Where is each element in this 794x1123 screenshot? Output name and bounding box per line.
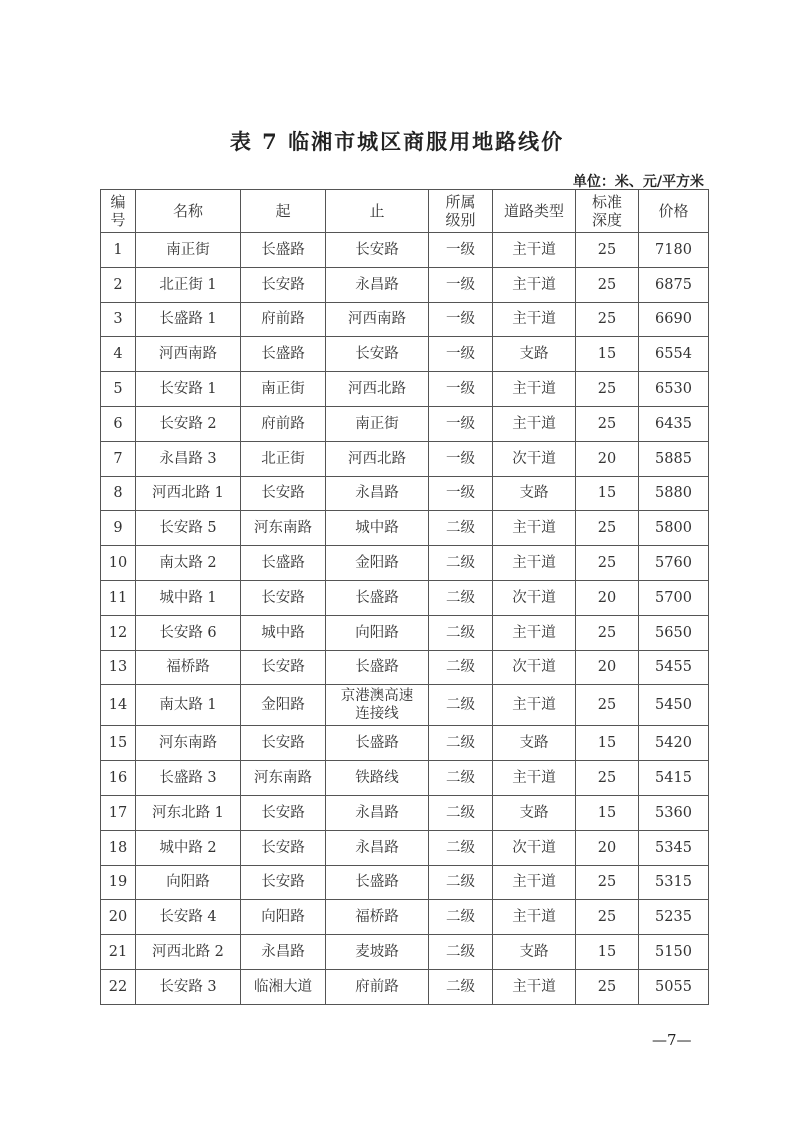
cell-road-type: 主干道 bbox=[493, 372, 576, 407]
table-row bbox=[101, 761, 709, 796]
cell-end: 京港澳高速连接线 bbox=[326, 685, 429, 726]
cell-depth: 15 bbox=[576, 935, 639, 970]
cell-end: 府前路 bbox=[326, 969, 429, 1004]
cell-price: 6435 bbox=[639, 406, 709, 441]
cell-name: 长安路 2 bbox=[136, 406, 241, 441]
cell-depth: 25 bbox=[576, 302, 639, 337]
cell-number: 8 bbox=[101, 476, 136, 511]
cell-road-type: 支路 bbox=[493, 726, 576, 761]
cell-start: 长安路 bbox=[241, 865, 326, 900]
cell-start: 长盛路 bbox=[241, 233, 326, 268]
cell-end: 永昌路 bbox=[326, 476, 429, 511]
cell-level: 二级 bbox=[429, 580, 493, 615]
cell-end: 长盛路 bbox=[326, 580, 429, 615]
table-row bbox=[101, 900, 709, 935]
cell-price: 5420 bbox=[639, 726, 709, 761]
cell-depth: 25 bbox=[576, 406, 639, 441]
cell-depth: 25 bbox=[576, 865, 639, 900]
cell-level: 二级 bbox=[429, 726, 493, 761]
cell-depth: 20 bbox=[576, 441, 639, 476]
cell-start: 城中路 bbox=[241, 615, 326, 650]
cell-start: 长安路 bbox=[241, 650, 326, 685]
cell-name: 南正街 bbox=[136, 233, 241, 268]
cell-number: 14 bbox=[101, 685, 136, 726]
road-price-table bbox=[100, 189, 709, 1005]
cell-depth: 25 bbox=[576, 546, 639, 581]
cell-price: 6875 bbox=[639, 267, 709, 302]
table-row bbox=[101, 795, 709, 830]
cell-name: 长安路 6 bbox=[136, 615, 241, 650]
table-row bbox=[101, 615, 709, 650]
table-row bbox=[101, 865, 709, 900]
cell-name: 长盛路 1 bbox=[136, 302, 241, 337]
cell-number: 10 bbox=[101, 546, 136, 581]
cell-start: 长安路 bbox=[241, 726, 326, 761]
table-title: 表 7 临湘市城区商服用地路线价 bbox=[229, 129, 565, 154]
cell-price: 5800 bbox=[639, 511, 709, 546]
cell-start: 向阳路 bbox=[241, 900, 326, 935]
cell-depth: 15 bbox=[576, 476, 639, 511]
cell-depth: 25 bbox=[576, 685, 639, 726]
unit-note: 单位：米、元/平方米 bbox=[572, 174, 704, 190]
cell-start: 长盛路 bbox=[241, 546, 326, 581]
cell-level: 一级 bbox=[429, 441, 493, 476]
table-row bbox=[101, 685, 709, 726]
table-row bbox=[101, 302, 709, 337]
cell-number: 13 bbox=[101, 650, 136, 685]
cell-depth: 25 bbox=[576, 511, 639, 546]
cell-level: 二级 bbox=[429, 685, 493, 726]
cell-start: 长盛路 bbox=[241, 337, 326, 372]
cell-road-type: 支路 bbox=[493, 935, 576, 970]
cell-road-type: 主干道 bbox=[493, 615, 576, 650]
table-row bbox=[101, 372, 709, 407]
cell-number: 20 bbox=[101, 900, 136, 935]
cell-depth: 20 bbox=[576, 830, 639, 865]
cell-number: 9 bbox=[101, 511, 136, 546]
cell-depth: 20 bbox=[576, 650, 639, 685]
cell-level: 二级 bbox=[429, 546, 493, 581]
cell-level: 一级 bbox=[429, 406, 493, 441]
table-row bbox=[101, 337, 709, 372]
cell-depth: 15 bbox=[576, 726, 639, 761]
cell-number: 5 bbox=[101, 372, 136, 407]
cell-level: 二级 bbox=[429, 865, 493, 900]
cell-name: 长盛路 3 bbox=[136, 761, 241, 796]
cell-start: 府前路 bbox=[241, 302, 326, 337]
cell-name: 河西北路 1 bbox=[136, 476, 241, 511]
cell-start: 长安路 bbox=[241, 830, 326, 865]
cell-number: 18 bbox=[101, 830, 136, 865]
cell-price: 5455 bbox=[639, 650, 709, 685]
cell-depth: 25 bbox=[576, 267, 639, 302]
cell-number: 11 bbox=[101, 580, 136, 615]
table-row bbox=[101, 476, 709, 511]
table-row bbox=[101, 969, 709, 1004]
table-row bbox=[101, 267, 709, 302]
cell-level: 一级 bbox=[429, 476, 493, 511]
cell-price: 5700 bbox=[639, 580, 709, 615]
cell-road-type: 支路 bbox=[493, 795, 576, 830]
cell-level: 一级 bbox=[429, 233, 493, 268]
cell-end: 长盛路 bbox=[326, 650, 429, 685]
cell-depth: 25 bbox=[576, 615, 639, 650]
cell-end: 长盛路 bbox=[326, 865, 429, 900]
cell-level: 一级 bbox=[429, 267, 493, 302]
cell-end: 南正街 bbox=[326, 406, 429, 441]
cell-level: 一级 bbox=[429, 337, 493, 372]
cell-number: 2 bbox=[101, 267, 136, 302]
cell-road-type: 主干道 bbox=[493, 761, 576, 796]
cell-depth: 20 bbox=[576, 580, 639, 615]
cell-depth: 15 bbox=[576, 337, 639, 372]
cell-name: 长安路 5 bbox=[136, 511, 241, 546]
cell-end: 长安路 bbox=[326, 233, 429, 268]
cell-number: 12 bbox=[101, 615, 136, 650]
cell-depth: 25 bbox=[576, 372, 639, 407]
cell-name: 南太路 2 bbox=[136, 546, 241, 581]
cell-start: 河东南路 bbox=[241, 511, 326, 546]
header-start: 起 bbox=[241, 190, 326, 233]
cell-end: 福桥路 bbox=[326, 900, 429, 935]
cell-end: 铁路线 bbox=[326, 761, 429, 796]
header-number: 编号 bbox=[101, 190, 136, 233]
cell-depth: 25 bbox=[576, 233, 639, 268]
cell-number: 21 bbox=[101, 935, 136, 970]
cell-name: 福桥路 bbox=[136, 650, 241, 685]
cell-price: 7180 bbox=[639, 233, 709, 268]
header-row bbox=[101, 190, 709, 233]
cell-road-type: 主干道 bbox=[493, 406, 576, 441]
cell-number: 17 bbox=[101, 795, 136, 830]
cell-road-type: 主干道 bbox=[493, 267, 576, 302]
cell-number: 7 bbox=[101, 441, 136, 476]
table-row bbox=[101, 546, 709, 581]
table-row bbox=[101, 935, 709, 970]
cell-end: 长盛路 bbox=[326, 726, 429, 761]
cell-start: 金阳路 bbox=[241, 685, 326, 726]
cell-depth: 15 bbox=[576, 795, 639, 830]
header-level: 所属级别 bbox=[429, 190, 493, 233]
cell-road-type: 次干道 bbox=[493, 441, 576, 476]
table-row bbox=[101, 406, 709, 441]
cell-road-type: 次干道 bbox=[493, 650, 576, 685]
table-row bbox=[101, 650, 709, 685]
cell-price: 6554 bbox=[639, 337, 709, 372]
cell-name: 南太路 1 bbox=[136, 685, 241, 726]
cell-level: 二级 bbox=[429, 795, 493, 830]
cell-name: 城中路 2 bbox=[136, 830, 241, 865]
cell-price: 5360 bbox=[639, 795, 709, 830]
cell-start: 长安路 bbox=[241, 476, 326, 511]
table-row bbox=[101, 580, 709, 615]
table-row bbox=[101, 726, 709, 761]
cell-depth: 25 bbox=[576, 969, 639, 1004]
cell-road-type: 主干道 bbox=[493, 685, 576, 726]
cell-road-type: 支路 bbox=[493, 476, 576, 511]
cell-start: 南正街 bbox=[241, 372, 326, 407]
cell-depth: 25 bbox=[576, 900, 639, 935]
cell-price: 5415 bbox=[639, 761, 709, 796]
cell-name: 向阳路 bbox=[136, 865, 241, 900]
header-road-type: 道路类型 bbox=[493, 190, 576, 233]
cell-name: 河东北路 1 bbox=[136, 795, 241, 830]
cell-number: 22 bbox=[101, 969, 136, 1004]
cell-price: 5885 bbox=[639, 441, 709, 476]
cell-end: 永昌路 bbox=[326, 267, 429, 302]
cell-level: 一级 bbox=[429, 302, 493, 337]
cell-name: 河东南路 bbox=[136, 726, 241, 761]
table-row bbox=[101, 441, 709, 476]
table-row bbox=[101, 511, 709, 546]
cell-level: 二级 bbox=[429, 615, 493, 650]
cell-road-type: 次干道 bbox=[493, 830, 576, 865]
cell-end: 城中路 bbox=[326, 511, 429, 546]
page-number: —7— bbox=[652, 1031, 692, 1049]
cell-road-type: 主干道 bbox=[493, 546, 576, 581]
cell-start: 长安路 bbox=[241, 580, 326, 615]
cell-number: 3 bbox=[101, 302, 136, 337]
cell-road-type: 主干道 bbox=[493, 900, 576, 935]
cell-price: 6530 bbox=[639, 372, 709, 407]
cell-number: 4 bbox=[101, 337, 136, 372]
cell-price: 5315 bbox=[639, 865, 709, 900]
cell-name: 长安路 4 bbox=[136, 900, 241, 935]
cell-number: 15 bbox=[101, 726, 136, 761]
cell-number: 16 bbox=[101, 761, 136, 796]
cell-number: 1 bbox=[101, 233, 136, 268]
cell-level: 二级 bbox=[429, 761, 493, 796]
cell-price: 5150 bbox=[639, 935, 709, 970]
header-depth: 标准深度 bbox=[576, 190, 639, 233]
cell-end: 向阳路 bbox=[326, 615, 429, 650]
header-price: 价格 bbox=[639, 190, 709, 233]
table-row bbox=[101, 830, 709, 865]
cell-start: 永昌路 bbox=[241, 935, 326, 970]
cell-end: 河西北路 bbox=[326, 441, 429, 476]
cell-price: 5450 bbox=[639, 685, 709, 726]
cell-price: 5345 bbox=[639, 830, 709, 865]
cell-road-type: 主干道 bbox=[493, 865, 576, 900]
cell-depth: 25 bbox=[576, 761, 639, 796]
cell-start: 临湘大道 bbox=[241, 969, 326, 1004]
cell-name: 永昌路 3 bbox=[136, 441, 241, 476]
cell-price: 5235 bbox=[639, 900, 709, 935]
cell-level: 二级 bbox=[429, 650, 493, 685]
cell-name: 城中路 1 bbox=[136, 580, 241, 615]
cell-start: 长安路 bbox=[241, 267, 326, 302]
cell-road-type: 主干道 bbox=[493, 233, 576, 268]
cell-name: 长安路 3 bbox=[136, 969, 241, 1004]
cell-road-type: 主干道 bbox=[493, 302, 576, 337]
cell-number: 19 bbox=[101, 865, 136, 900]
cell-end: 河西北路 bbox=[326, 372, 429, 407]
cell-level: 二级 bbox=[429, 830, 493, 865]
header-end: 止 bbox=[326, 190, 429, 233]
cell-road-type: 支路 bbox=[493, 337, 576, 372]
cell-price: 5650 bbox=[639, 615, 709, 650]
table-row bbox=[101, 233, 709, 268]
cell-level: 二级 bbox=[429, 511, 493, 546]
cell-start: 北正街 bbox=[241, 441, 326, 476]
cell-road-type: 主干道 bbox=[493, 511, 576, 546]
cell-price: 5880 bbox=[639, 476, 709, 511]
cell-end: 麦坡路 bbox=[326, 935, 429, 970]
cell-end: 永昌路 bbox=[326, 830, 429, 865]
cell-start: 长安路 bbox=[241, 795, 326, 830]
cell-end: 河西南路 bbox=[326, 302, 429, 337]
cell-level: 一级 bbox=[429, 372, 493, 407]
cell-end: 金阳路 bbox=[326, 546, 429, 581]
cell-price: 6690 bbox=[639, 302, 709, 337]
cell-road-type: 主干道 bbox=[493, 969, 576, 1004]
cell-level: 二级 bbox=[429, 969, 493, 1004]
cell-price: 5760 bbox=[639, 546, 709, 581]
cell-start: 河东南路 bbox=[241, 761, 326, 796]
cell-level: 二级 bbox=[429, 935, 493, 970]
cell-price: 5055 bbox=[639, 969, 709, 1004]
cell-level: 二级 bbox=[429, 900, 493, 935]
cell-end: 永昌路 bbox=[326, 795, 429, 830]
cell-name: 河西北路 2 bbox=[136, 935, 241, 970]
header-name: 名称 bbox=[136, 190, 241, 233]
cell-number: 6 bbox=[101, 406, 136, 441]
cell-end: 长安路 bbox=[326, 337, 429, 372]
cell-start: 府前路 bbox=[241, 406, 326, 441]
cell-name: 河西南路 bbox=[136, 337, 241, 372]
cell-road-type: 次干道 bbox=[493, 580, 576, 615]
cell-name: 长安路 1 bbox=[136, 372, 241, 407]
cell-name: 北正街 1 bbox=[136, 267, 241, 302]
